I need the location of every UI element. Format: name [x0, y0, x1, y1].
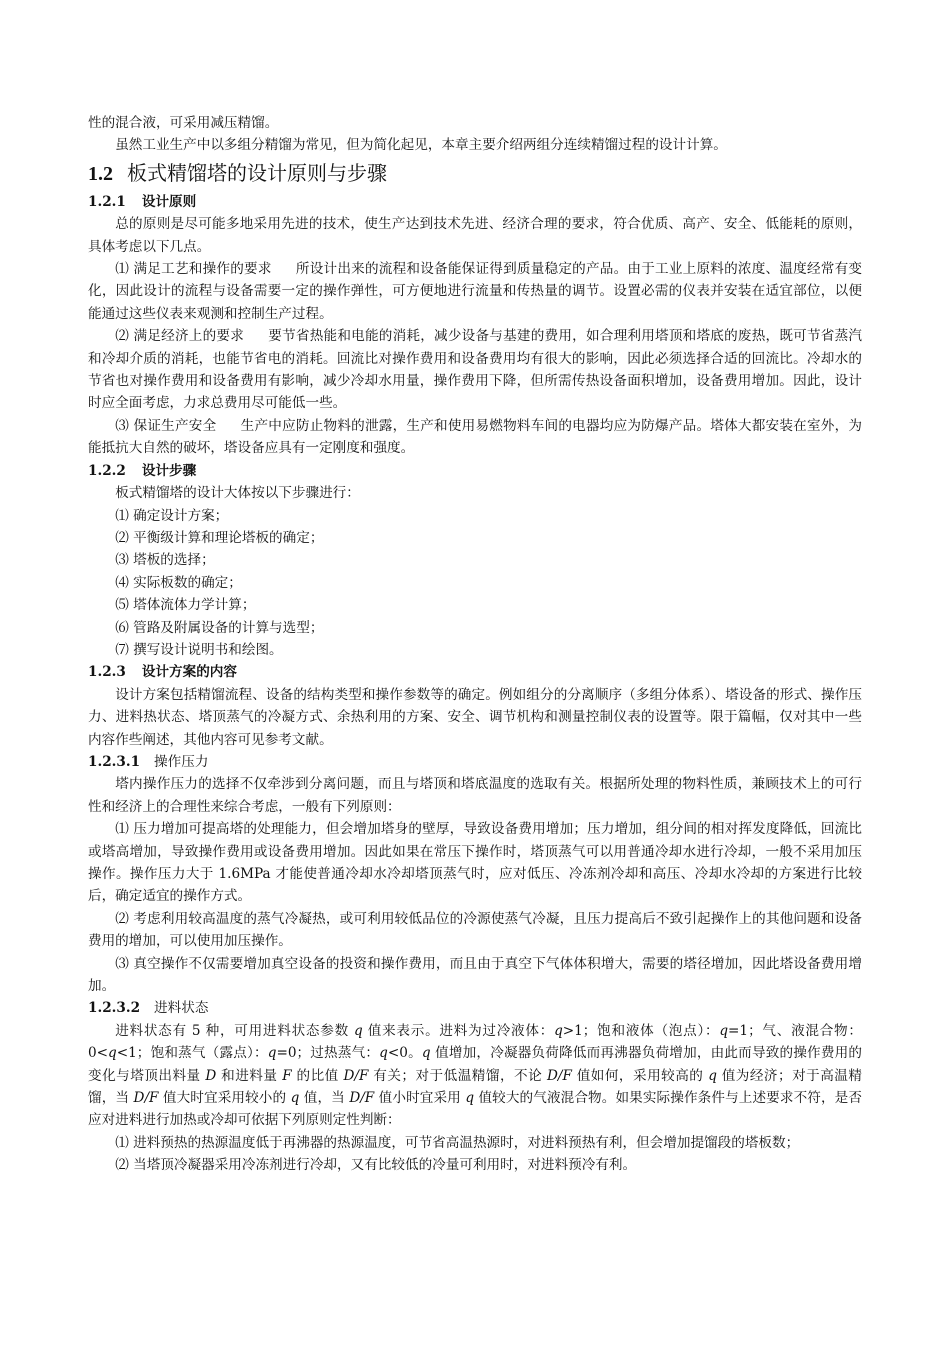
subsection-heading-1-2-2 [88, 460, 862, 482]
principle-label: ⑴ 满足工艺和操作的要求 [115, 261, 272, 278]
subsubsection-heading-1-2-3-1 [88, 751, 862, 773]
paragraph-intro: 虽然工业生产中以多组分精馏为常见，但为简化起见，本章主要介绍两组分连续精馏过程的设计计算。 [115, 137, 727, 154]
step-item-5: ⑸ 塔体流体力学计算； [115, 597, 256, 614]
principle-text: 所设计出来的流程和设备能保证得到质量稳定的产品。由于工业上原料的浓度、温度经常有变化，因此设计的流程与设备需要一定的操作弹性，可方便地进行流量和传热量的调节。设置必需的仪表并安装在适宜部位，以便能通过这些仪表来观测和控制生产过程。 [88, 261, 862, 322]
principle-label: ⑵ 满足经济上的要求 [115, 328, 245, 345]
pressure-item-2: ⑵ 考虑利用较高温度的蒸气冷凝热，或可利用较低品位的冷源使蒸气冷凝，且压力提高后不致引起操作上的其他问题和设备费用的增加，可以使用加压操作。 [88, 910, 862, 950]
principle-text: 要节省热能和电能的消耗，减少设备与基建的费用，如合理利用塔顶和塔底的废热，既可节省蒸汽和冷却介质的消耗，也能节省电的消耗。回流比对操作费用和设备费用均有很大的影响，因此必须选择合适的回流比。冷却水的节省也对操作费用和设备费用有影响，减少冷却水用量，操作费用下降，但所需传热设备面积增加，设备费用增加。因此，设计时应全面考虑，力求总费用尽可能低一些。 [88, 328, 862, 412]
paragraph-feed-state: 进料状态有 5 种，可用进料状态参数 q 值来表示。进料为过冷液体：q>1；饱和液体（泡点）：q=1；气、液混合物：0<q<1；饱和蒸气（露点）：q=0；过热蒸气：q<0。q 值增加，冷凝器负荷降低而再沸器负荷增加，由此而导致的操作费用的变化与塔顶出料量 D 和进料量 F 的比值 D/F 有关；对于低温精馏，不论 D/F 值如何，采用较高的 q 值为经济；对于高温精馏，当 D/F 值大时宜采用较小的 q 值，当 D/F 值小时宜采用 q 值较大的气液混合物。如果实际操作条件与上述要求不符，是否应对进料进行加热或冷却可依据下列原则定性判断： [88, 1022, 862, 1129]
subsection-title: 设计原则 [141, 193, 197, 210]
paragraph-steps-intro: 板式精馏塔的设计大体按以下步骤进行： [115, 485, 360, 502]
section-heading-1-2 [88, 159, 862, 189]
step-item-1: ⑴ 确定设计方案； [115, 507, 229, 524]
subsubsection-number: 1.2.3.1 [88, 753, 141, 770]
subsection-number: 1.2.1 [88, 193, 126, 210]
feed-item-1: ⑴ 进料预热的热源温度低于再沸器的热源温度，可节省高温热源时，对进料预热有利，但会增加提馏段的塔板数； [115, 1134, 800, 1151]
step-item-3: ⑶ 塔板的选择； [115, 552, 215, 569]
paragraph-pressure: 塔内操作压力的选择不仅牵涉到分离问题，而且与塔顶和塔底温度的选取有关。根据所处理的物料性质，兼顾技术上的可行性和经济上的合理性来综合考虑，一般有下列原则： [88, 776, 862, 815]
feed-item-2: ⑵ 当塔顶冷凝器采用冷冻剂进行冷却，又有比较低的冷量可利用时，对进料预冷有利。 [115, 1157, 637, 1174]
subsubsection-title: 操作压力 [154, 753, 209, 770]
principle-item-3 [88, 415, 862, 460]
step-item-2: ⑵ 平衡级计算和理论塔板的确定； [115, 529, 324, 546]
paragraph-principles: 总的原则是尽可能多地采用先进的技术，使生产达到技术先进、经济合理的要求，符合优质、高产、安全、低能耗的原则，具体考虑以下几点。 [88, 216, 862, 255]
section-title: 板式精馏塔的设计原则与步骤 [127, 162, 387, 185]
principle-item-2 [88, 325, 862, 415]
principle-text: 生产中应防止物料的泄露，生产和使用易燃物料车间的电器均应为防爆产品。塔体大都安装在室外，为能抵抗大自然的破坏，塔设备应具有一定刚度和强度。 [88, 417, 862, 457]
paragraph-design-scheme: 设计方案包括精馏流程、设备的结构类型和操作参数等的确定。例如组分的分离顺序（多组分体系）、塔设备的形式、操作压力、进料热状态、塔顶蒸气的冷凝方式、余热利用的方案、安全、调节机构和测量控制仪表的设置等。限于篇幅，仅对其中一些内容作些阐述，其他内容可见参考文献。 [88, 686, 862, 748]
section-number: 1.2 [88, 162, 113, 185]
pressure-item-1: ⑴ 压力增加可提高塔的处理能力，但会增加塔身的壁厚，导致设备费用增加；压力增加，组分间的相对挥发度降低，回流比或塔高增加，导致操作费用或设备费用增加。因此如果在常压下操作时，塔顶蒸气可以用普通冷却水进行冷却，一般不采用加压操作。操作压力大于 1.6MPa 才能使普通冷却水冷却塔顶蒸气时，应对低压、冷冻剂冷却和高压、冷却水冷却的方案进行比较后，确定适宜的操作方式。 [88, 821, 862, 905]
step-item-7: ⑺ 撰写设计说明书和绘图。 [115, 641, 283, 658]
paragraph-continuation: 性的混合液，可采用减压精馏。 [88, 115, 279, 131]
subsection-heading-1-2-1 [88, 191, 862, 213]
subsection-title: 设计方案的内容 [141, 664, 237, 681]
principle-item-1 [88, 258, 862, 325]
subsection-number: 1.2.3 [88, 664, 126, 681]
step-item-6: ⑹ 管路及附属设备的计算与选型； [115, 619, 324, 636]
step-item-4: ⑷ 实际板数的确定； [115, 574, 242, 591]
subsubsection-title: 进料状态 [154, 1000, 209, 1017]
subsection-number: 1.2.2 [88, 462, 126, 479]
subsubsection-number: 1.2.3.2 [88, 1000, 141, 1017]
principle-label: ⑶ 保证生产安全 [115, 417, 217, 434]
subsection-heading-1-2-3 [88, 661, 862, 683]
pressure-item-3: ⑶ 真空操作不仅需要增加真空设备的投资和操作费用，而且由于真空下气体体积增大，需要的塔径增加，因此塔设备费用增加。 [88, 955, 862, 995]
subsection-title: 设计步骤 [141, 462, 197, 479]
subsubsection-heading-1-2-3-2 [88, 997, 862, 1019]
